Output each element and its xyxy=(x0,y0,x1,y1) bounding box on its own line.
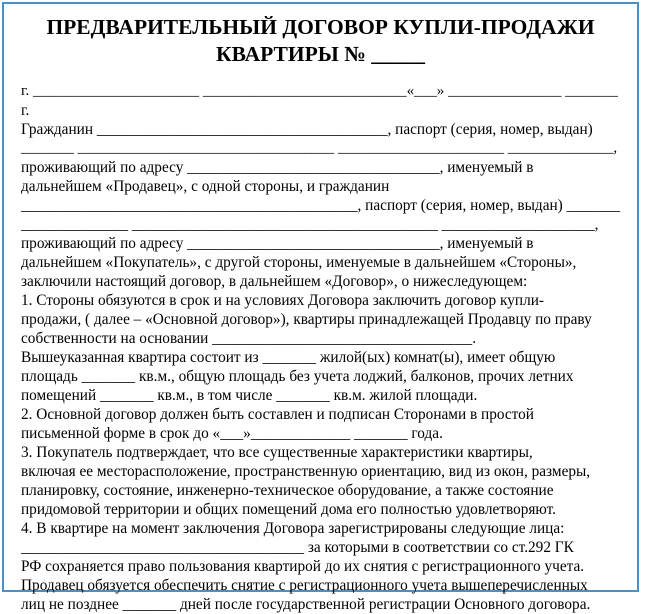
clause-2-line-1: 2. Основной договор должен быть составлен и подписан Сторонами в простой xyxy=(21,406,534,423)
clause-3-line-1: 3. Покупатель подтверждает, что все существенные характеристики квартиры, xyxy=(21,444,533,461)
clause-3-line-3: планировку, состояние, инженерно-техническое оборудование, а также состояние xyxy=(21,482,554,499)
clause-1-line-3: собственности на основании __________________________________. xyxy=(21,330,477,347)
buyer-role-line: дальнейшем «Покупатель», с другой стороны, именуемые в дальнейшем «Стороны», xyxy=(21,254,577,271)
apartment-area-line: площадь _______ кв.м., общую площадь без учета лоджий, балконов, прочих летних xyxy=(21,368,574,385)
clause-3-line-2: включая ее месторасположение, пространственную ориентацию, вид из окон, размеры, xyxy=(21,463,591,480)
document-title-line-2: КВАРТИРЫ № _____ xyxy=(216,42,425,66)
clause-2-line-2: письменной форме в срок до «___»_____________ _______ года. xyxy=(21,425,443,442)
clause-1-line-2: продажи, ( далее – «Основной договор»), квартиры принадлежащей Продавцу по праву xyxy=(21,311,592,328)
agreement-intro-line: заключили настоящий договор, в дальнейшем «Договор», о нижеследующем: xyxy=(21,273,528,290)
document-title-line-1: ПРЕДВАРИТЕЛЬНЫЙ ДОГОВОР КУПЛИ-ПРОДАЖИ xyxy=(46,15,595,39)
apartment-living-area-line: помещений _______ кв.м., в том числе _______ кв.м. жилой площади. xyxy=(21,387,478,404)
place-date-line: г. ______________________ ___________________________«___» _______________ _______ xyxy=(21,83,618,99)
clause-4-line-5: лиц не позднее _______ дней после государственной регистрации Основного договора. xyxy=(21,596,591,613)
seller-name-line: Гражданин ______________________________________, паспорт (серия, номер, выдан) xyxy=(21,121,593,138)
clause-3-line-4: придомовой территории и общих помещений дома его полностью удовлетворяют. xyxy=(21,501,556,518)
buyer-name-line: ____________________________________________, паспорт (серия, номер, выдан) _______ xyxy=(21,197,621,214)
seller-address-line: проживающий по адресу _________________________________, именуемый в xyxy=(21,159,534,176)
city-line: г. xyxy=(21,102,30,119)
clause-4-line-2: _____________________________________ за которыми в соответствии со ст.292 ГК xyxy=(21,539,574,556)
apartment-rooms-line: Вышеуказанная квартира состоит из _______ жилой(ых) комнат(ы), имеет общую xyxy=(21,349,556,366)
buyer-address-line: проживающий по адресу _________________________________, именуемый в xyxy=(21,235,534,252)
clause-1-line-1: 1. Стороны обязуются в срок и на условиях Договора заключить договор купли- xyxy=(21,292,544,309)
seller-passport-line: _______ __________________________________ ______________________ ______________, xyxy=(21,140,618,156)
buyer-passport-line: ______________ ________________________________________ ____________________, xyxy=(21,216,599,233)
clause-4-line-3: РФ сохраняется право пользования квартирой до их снятия с регистрационного учета. xyxy=(21,558,585,575)
clause-4-line-4: Продавец обязуется обеспечить снятие с регистрационного учета вышеперечисленных xyxy=(21,577,588,594)
clause-4-line-1: 4. В квартире на момент заключения Договора зарегистрированы следующие лица: xyxy=(21,520,565,537)
document-page xyxy=(2,2,639,613)
seller-role-line: дальнейшем «Продавец», с одной стороны, и гражданин xyxy=(21,178,390,195)
